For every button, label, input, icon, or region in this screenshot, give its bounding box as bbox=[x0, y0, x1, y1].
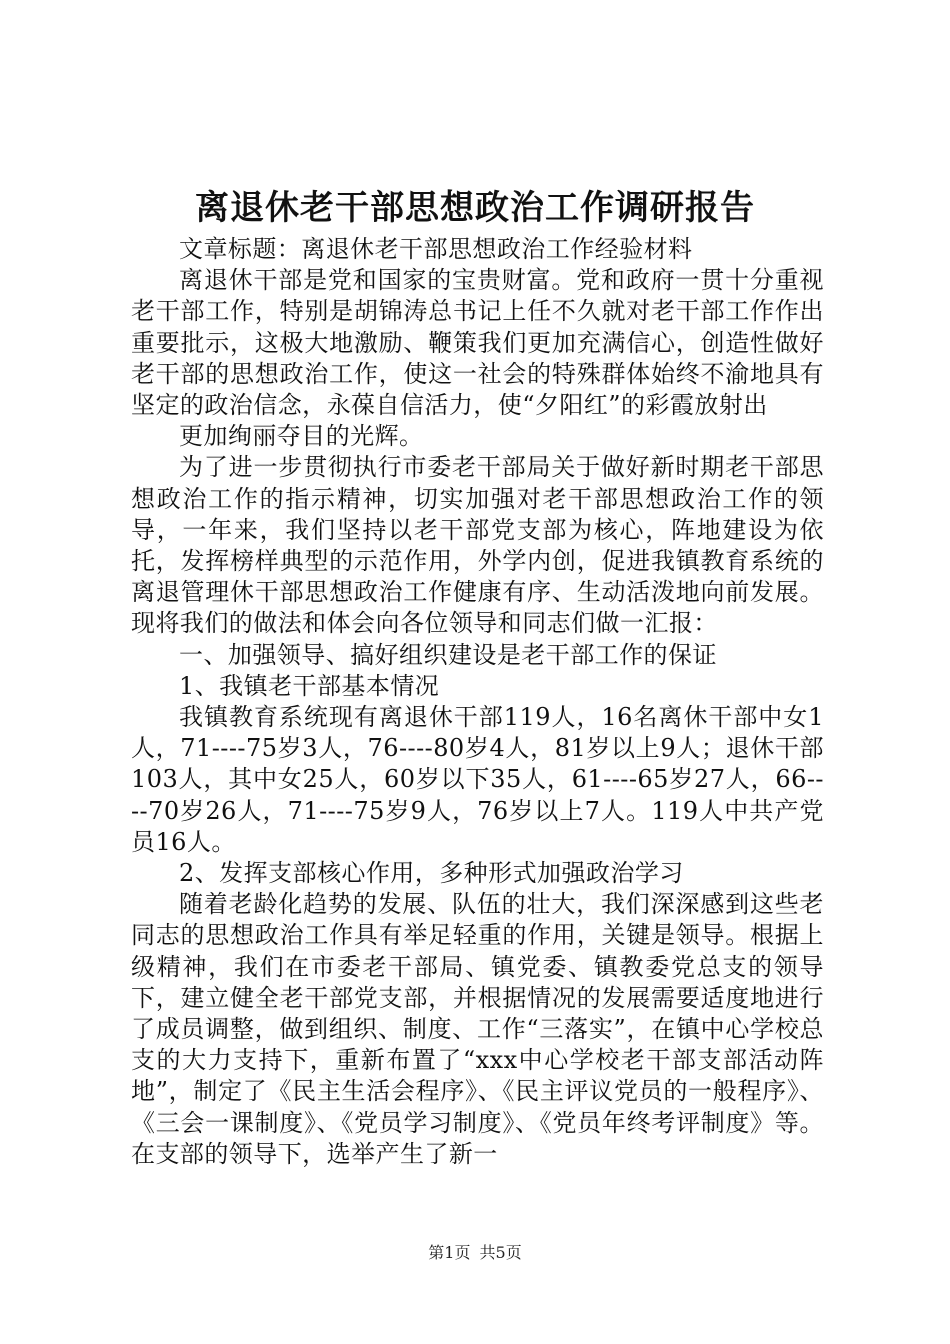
page-footer bbox=[0, 1242, 950, 1264]
document-title: 离退休老干部思想政治工作调研报告 bbox=[195, 188, 755, 228]
subsection-heading-1: 1、我镇老干部基本情况 bbox=[179, 671, 440, 700]
paragraph-article-heading: 文章标题：离退休老干部思想政治工作经验材料 bbox=[179, 235, 693, 263]
paragraph-statistics: 我镇教育系统现有离退休干部119人，16名离休干部中女1人，71----75岁3人，76----80岁4人，81岁以上9人；退休干部103人，其中女25人，60岁以下35人，61----65岁27人，66----70岁26人，71----75岁9人，76岁以上7人。119人中共产党员16人。 bbox=[131, 703, 824, 856]
paragraph-purpose: 为了进一步贯彻执行市委老干部局关于做好新时期老干部思想政治工作的指示精神，切实加强对老干部思想政治工作的领导，一年来，我们坚持以老干部党支部为核心，阵地建设为依托，发挥榜样典型的示范作用，外学内创，促进我镇教育系统的离退管理休干部思想政治工作健康有序、生动活泼地向前发展。现将我们的做法和体会向各位领导和同志们做一汇报： bbox=[131, 453, 824, 638]
document-body bbox=[131, 234, 824, 1170]
paragraph-branch-work: 随着老龄化趋势的发展、队伍的壮大，我们深深感到这些老同志的思想政治工作具有举足轻重的作用，关键是领导。根据上级精神，我们在市委老干部局、镇党委、镇教委党总支的领导下，建立健全老干部党支部，并根据情况的发展需要适度地进行了成员调整，做到组织、制度、工作“三落实”，在镇中心学校总支的大力支持下，重新布置了“xxx中心学校老干部支部活动阵地”，制定了《民主生活会程序》、《民主评议党员的一般程序》、《三会一课制度》、《党员学习制度》、《党员年终考评制度》等。在支部的领导下，选举产生了新一 bbox=[131, 890, 824, 1168]
section-heading-1: 一、加强领导、搞好组织建设是老干部工作的保证 bbox=[179, 640, 717, 669]
paragraph-intro-continued: 更加绚丽夺目的光辉。 bbox=[179, 422, 424, 451]
paragraph-intro: 离退休干部是党和国家的宝贵财富。党和政府一贯十分重视老干部工作，特别是胡锦涛总书记上任不久就对老干部工作作出重要批示，这极大地激励、鞭策我们更加充满信心，创造性做好老干部的思想政治工作，使这一社会的特殊群体始终不渝地具有坚定的政治信念，永葆自信活力，使“夕阳红”的彩霞放射出 bbox=[131, 266, 824, 420]
page-total: 共5页 bbox=[479, 1243, 522, 1262]
page-number: 第1页 bbox=[428, 1243, 471, 1262]
subsection-heading-2: 2、发挥支部核心作用，多种形式加强政治学习 bbox=[179, 859, 684, 888]
